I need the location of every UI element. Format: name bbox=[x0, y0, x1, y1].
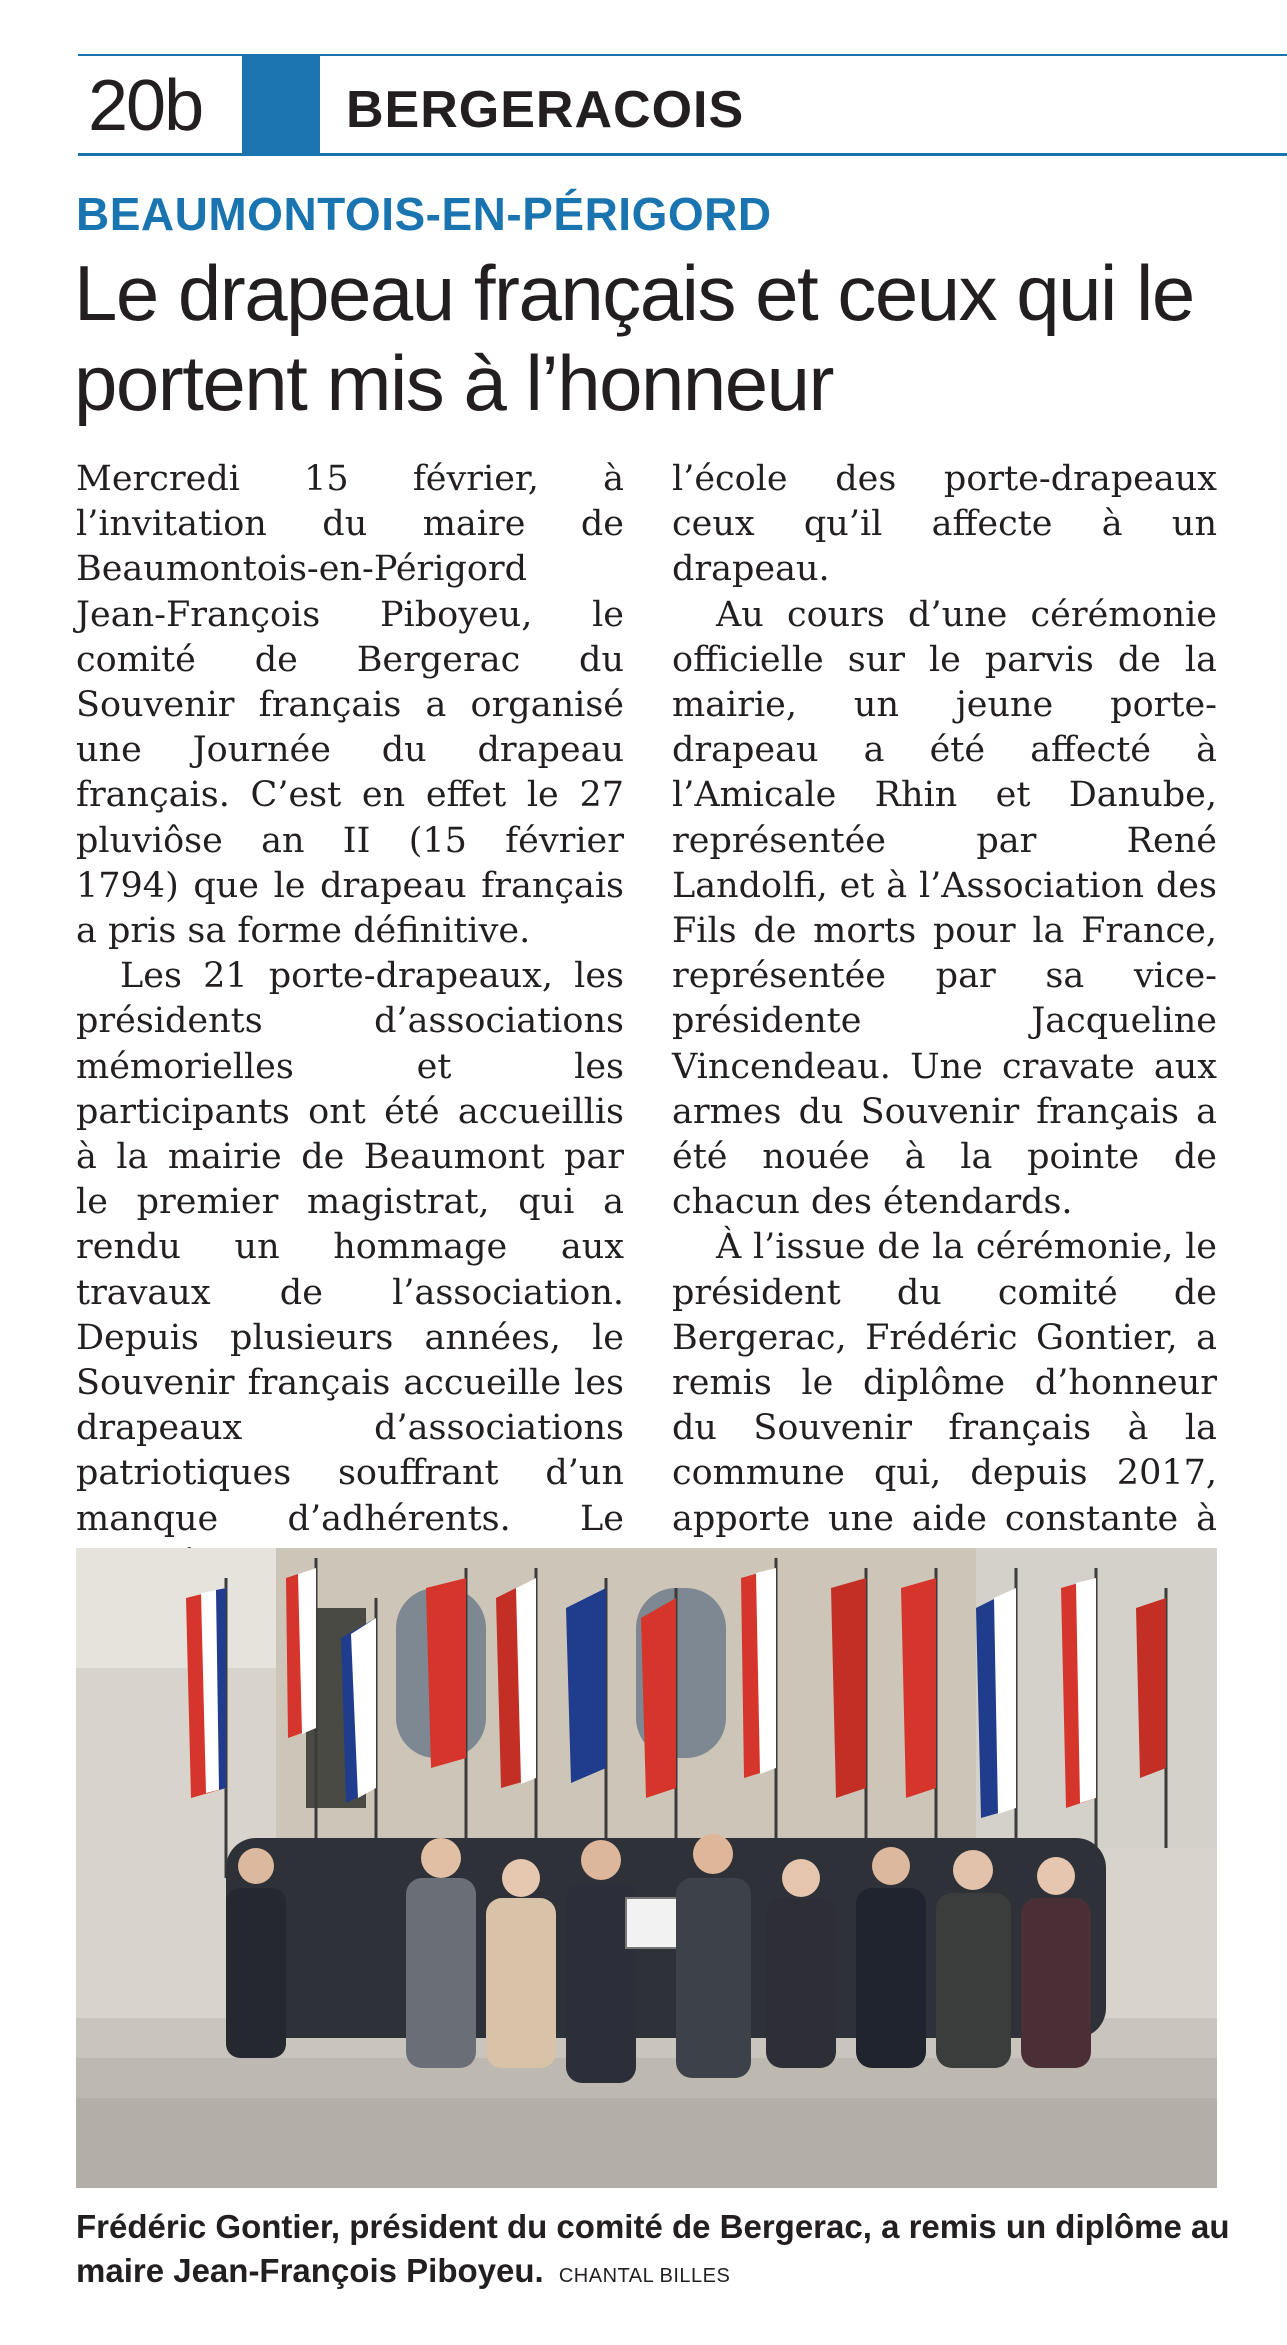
paragraph: Mercredi 15 février, à l’invitation du maire de Beaumontois-en-Périgord Jean-François Piboyeu, le comité de Bergerac du Souvenir français a organisé une Journée du drapeau français. C’est en effet le 27 pluviôse an II (15 février 1794) que le drapeau français a pris sa forme définitive. bbox=[76, 459, 624, 952]
ceremony-photo-illustration bbox=[76, 1548, 1217, 2188]
header-color-block bbox=[242, 56, 320, 153]
page-number: 20b bbox=[88, 66, 203, 146]
article-column-left bbox=[76, 457, 624, 1677]
article-photo bbox=[76, 1548, 1217, 2188]
photo-caption bbox=[76, 2205, 1236, 2298]
article-kicker: BEAUMONTOIS-EN-PÉRIGORD bbox=[76, 188, 772, 240]
section-name: BERGERACOIS bbox=[346, 81, 745, 139]
header-bottom-rule bbox=[78, 153, 1287, 156]
page-header bbox=[78, 54, 1287, 156]
paragraph: Au cours d’une cérémonie officielle sur le parvis de la mairie, un jeune porte-drapeau a été affecté à l’Amicale Rhin et Danube, représentée par René Landolfi, et à l’Association des Fils de morts pour la France, représentée par sa vice-présidente Jacqueline Vincendeau. Une cravate aux armes du Souvenir français a été nouée à la pointe de chacun des étendards. bbox=[672, 594, 1217, 1223]
paragraph: À l’issue de la cérémonie, le président du comité de Bergerac, Frédéric Gontier, a remis le diplôme d’honneur du Souvenir français à la commune qui, depuis 2017, apporte une aide constante à bbox=[672, 1227, 1217, 1539]
paragraph: Les 21 porte-drapeaux, les présidents d’associations mémorielles et les participants ont été accueillis à la mairie de Beaumont par le premier magistrat, qui a rendu un hommage aux travaux de l’association. Depuis plusieurs années, le Souvenir français accueille les drapeaux d’associations patriotiques souffrant d’un manque d’adhérents. Le bbox=[76, 956, 624, 1539]
article-column-right bbox=[672, 457, 1217, 1633]
article-title: Le drapeau français et ceux qui le portent mis à l’honneur bbox=[74, 249, 1194, 427]
caption-text: Frédéric Gontier, président du comité de Bergerac, a remis un diplôme au maire Jean-François Piboyeu. bbox=[76, 2208, 1230, 2289]
paragraph: l’école des porte-drapeaux ceux qu’il affecte à un drapeau. bbox=[672, 459, 1217, 590]
photo-credit: CHANTAL BILLES bbox=[558, 2265, 731, 2287]
